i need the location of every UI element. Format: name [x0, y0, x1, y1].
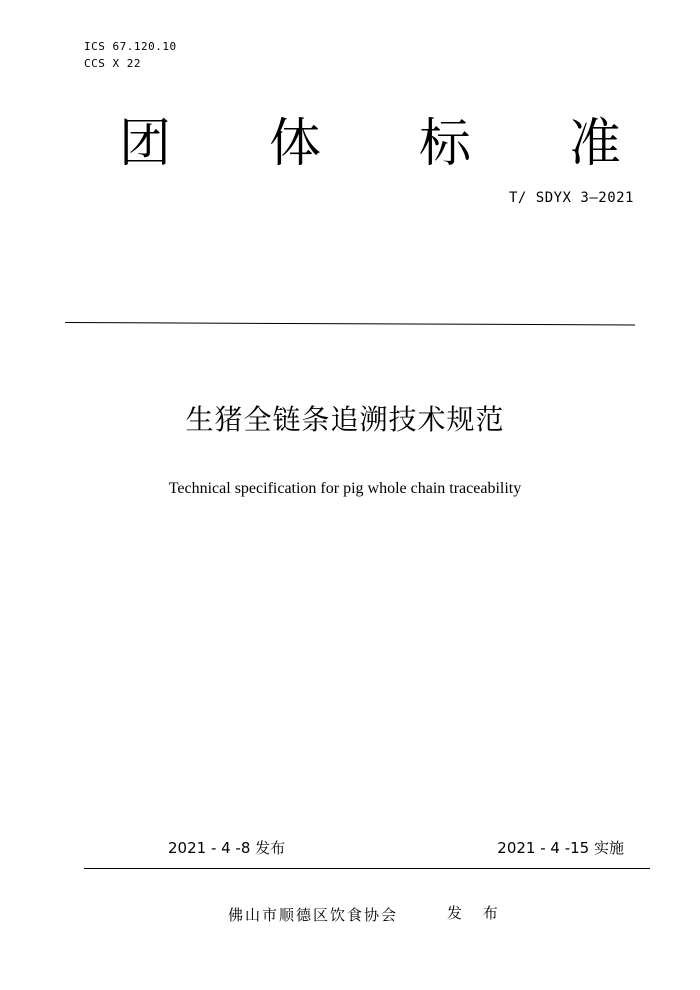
document-title-zh: 生猪全链条追溯技术规范 [185, 403, 505, 436]
standard-type-char-4: 准 [568, 114, 621, 174]
standard-type-char-3: 标 [418, 114, 471, 174]
bottom-divider [84, 868, 650, 869]
standard-code: T/ SDYX 3—2021 [508, 190, 634, 206]
ics-code: ICS 67.120.10 [84, 40, 177, 53]
ccs-code: CCS X 22 [84, 57, 141, 70]
publish-label: 发 布 [447, 904, 506, 922]
implement-date: 2021 - 4 -15 实施 [497, 839, 624, 857]
classification-codes [84, 38, 177, 72]
standard-type-char-2: 体 [268, 114, 321, 174]
standard-type-char-1: 团 [118, 114, 171, 174]
publish-date: 2021 - 4 -8 发布 [168, 839, 286, 857]
top-divider [65, 322, 635, 325]
issuing-organization: 佛山市顺德区饮食协会 [228, 906, 399, 924]
standard-type-heading [110, 112, 630, 176]
document-title-en: Technical specification for pig whole chain traceability [168, 480, 522, 497]
